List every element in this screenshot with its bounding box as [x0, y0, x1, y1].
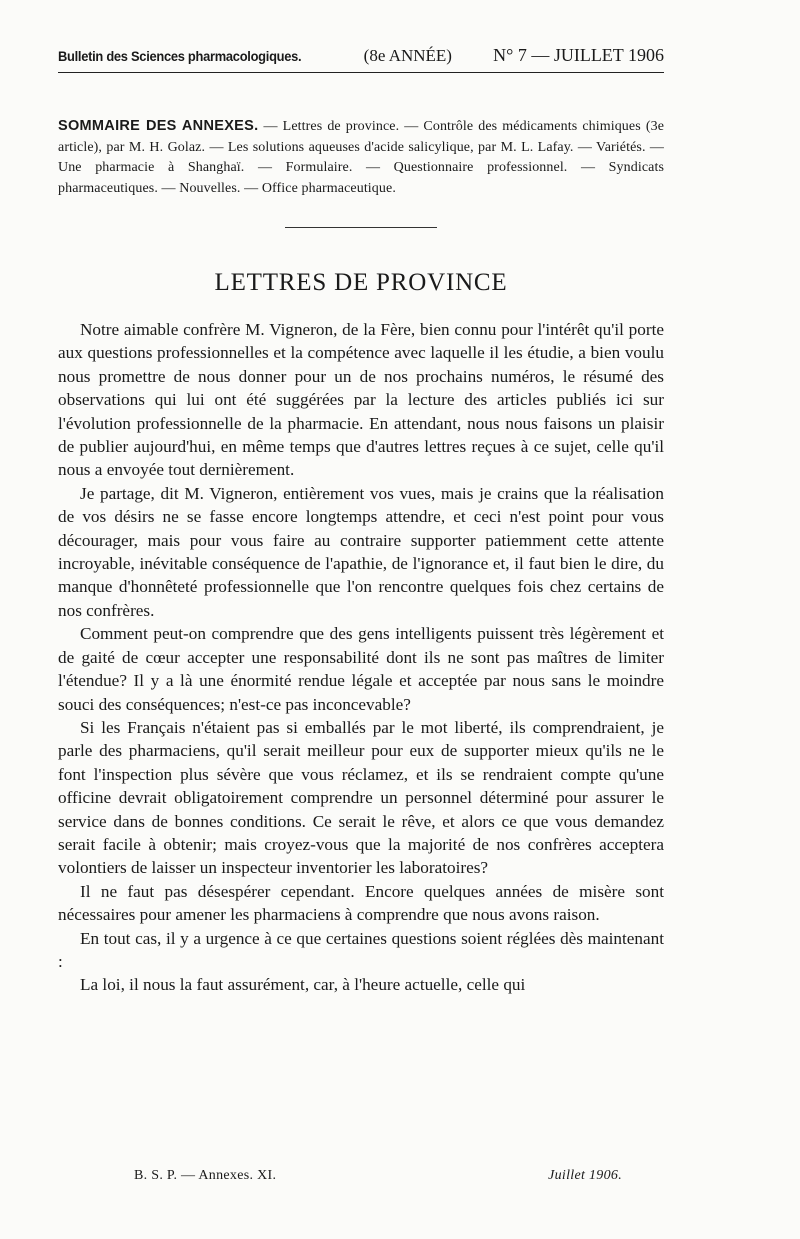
summary-block — [58, 116, 664, 199]
paragraph: Notre aimable confrère M. Vigneron, de la Fère, bien connu pour l'intérêt qu'il porte aux questions professionnelles et la compétence avec laquelle il les étudie, a bien voulu nous promettre de nous donner pour un de nos prochains numéros, le résumé des observations qui lui ont été suggérées par la lecture des articles publiés ici sur l'évolution professionnelle de la pharmacie. En attendant, nous nous faisons un plaisir de publier aujourd'hui, en même temps que d'autres lettres reçues à ce sujet, celle qu'il nous a envoyée tout dernièrement. — [58, 320, 664, 480]
page-footer — [58, 1168, 664, 1184]
issue-date: N° 7 — JUILLET 1906 — [493, 45, 664, 65]
paragraph: Il ne faut pas désespérer cependant. Encore quelques années de misère sont nécessaires pour amener les pharmaciens à comprendre que nous avons raison. — [58, 881, 664, 925]
journal-title: Bulletin des Sciences pharmacologiques. — [58, 48, 302, 64]
paragraph: Si les Français n'étaient pas si emballés par le mot liberté, ils comprendraient, je parle des pharmaciens, qu'il serait meilleur pour eux de supporter mieux qu'ils ne le font l'inspection plus sévère que vous réclamez, et ils se rendraient compte qu'une officine devrait obligatoirement comprendre un personnel déterminé pour assurer le service dans de bonnes conditions. Ce serait le rêve, et alors ce que vous demandez serait facile à obtenir; mais croyez-vous que la majorité de nos confrères acceptera volontiers de laisser un inspecteur inventorier les laboratoires? — [58, 717, 664, 878]
paragraph: Comment peut-on comprendre que des gens intelligents puissent très légèrement et de gaité de cœur accepter une responsabilité dont ils ne sont pas maîtres de limiter l'étendue? Il y a là une énormité rendue légale et acceptée par nous sans le moindre souci des conséquences; n'est-ce pas inconcevable? — [58, 624, 664, 714]
volume-year: (8e ANNÉE) — [363, 46, 452, 65]
footer-date: Juillet 1906. — [548, 1168, 622, 1183]
summary-text: — Lettres de province. — Contrôle des médicaments chimiques (3e article), par M. H. Golaz. — Les solutions aqueuses d'acide salicylique, par M. L. Lafay. — Variétés. — Une pharmacie à Shanghaï. — Formulaire. — Questionnaire professionnel. — Syndicats pharmaceutiques. — Nouvelles. — Office pharmaceutique. — [58, 119, 665, 196]
paragraph: En tout cas, il y a urgence à ce que certaines questions soient réglées dès maintenant : — [58, 928, 664, 971]
section-title: LETTRES DE PROVINCE — [214, 269, 508, 296]
footer-signature: B. S. P. — Annexes. XI. — [134, 1168, 277, 1183]
paragraph: Je partage, dit M. Vigneron, entièrement vos vues, mais je crains que la réalisation de vos désirs ne se fasse encore longtemps attendre, et ceci n'est point pour vous décourager, mais pour vous faire au contraire supporter patiemment cette attente incroyable, inévitable conséquence de l'apathie, de l'ignorance et, il faut bien le dire, du manque d'honnêteté professionnelle que l'on rencontre quelques fois chez certains de nos confrères. — [58, 483, 664, 620]
document-page — [58, 44, 665, 1183]
summary-label: SOMMAIRE DES ANNEXES. — [58, 118, 259, 134]
section-divider — [285, 227, 437, 228]
paragraph: La loi, il nous la faut assurément, car, à l'heure actuelle, celle qui — [80, 975, 526, 995]
article-body — [58, 318, 664, 997]
running-header — [58, 44, 664, 73]
